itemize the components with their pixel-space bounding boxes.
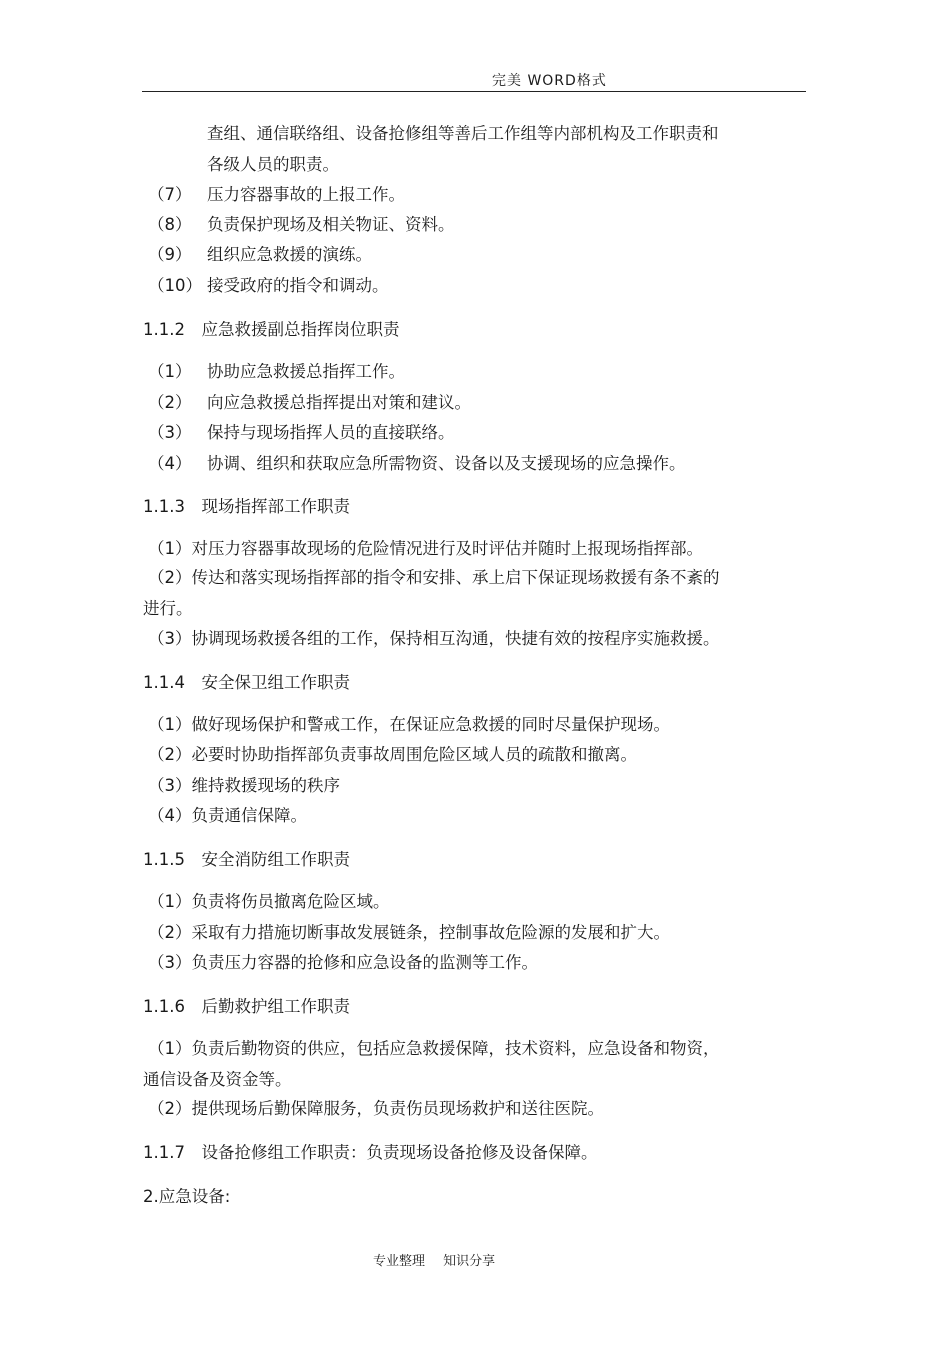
section-heading: 1.1.4 安全保卫组工作职责 <box>143 673 350 692</box>
list-text: 组织应急救援的演练。 <box>207 245 372 264</box>
paragraph-line: （2）提供现场后勤保障服务，负责伤员现场救护和送往医院。 <box>148 1099 604 1118</box>
paragraph-line: （2）传达和落实现场指挥部的指令和安排、承上启下保证现场救援有条不紊的 <box>148 568 720 587</box>
paragraph-line: （1）负责后勤物资的供应，包括应急救援保障，技术资料，应急设备和物资， <box>148 1039 720 1058</box>
section-heading: 1.1.3 现场指挥部工作职责 <box>143 497 350 516</box>
list-text: 接受政府的指令和调动。 <box>207 276 389 295</box>
paragraph-line: 各级人员的职责。 <box>207 155 339 174</box>
list-number: （2） <box>148 393 192 412</box>
paragraph-line: （3）维持救援现场的秩序 <box>148 776 340 795</box>
header-title: 完美 WORD格式 <box>492 73 607 89</box>
paragraph-line: （2）必要时协助指挥部负责事故周围危险区域人员的疏散和撤离。 <box>148 745 637 764</box>
paragraph-line: 通信设备及资金等。 <box>143 1070 292 1089</box>
section-heading: 2.应急设备: <box>143 1187 231 1206</box>
paragraph-line: 进行。 <box>143 599 193 618</box>
list-text: 负责保护现场及相关物证、资料。 <box>207 215 455 234</box>
list-number: （3） <box>148 423 192 442</box>
paragraph-line: 查组、通信联络组、设备抢修组等善后工作组等内部机构及工作职责和 <box>207 124 719 143</box>
paragraph-line: （1）对压力容器事故现场的危险情况进行及时评估并随时上报现场指挥部。 <box>148 539 703 558</box>
list-number: （8） <box>148 215 192 234</box>
paragraph-line: （4）负责通信保障。 <box>148 806 307 825</box>
list-text: 压力容器事故的上报工作。 <box>207 185 405 204</box>
section-heading: 1.1.2 应急救援副总指挥岗位职责 <box>143 320 400 339</box>
section-heading: 1.1.6 后勤救护组工作职责 <box>143 997 350 1016</box>
paragraph-line: （3）负责压力容器的抢修和应急设备的监测等工作。 <box>148 953 538 972</box>
list-text: 保持与现场指挥人员的直接联络。 <box>207 423 455 442</box>
paragraph-line: （1）做好现场保护和警戒工作，在保证应急救援的同时尽量保护现场。 <box>148 715 670 734</box>
list-number: （10） <box>148 276 202 295</box>
header-rule <box>142 91 806 92</box>
paragraph-line: （2）采取有力措施切断事故发展链条，控制事故危险源的发展和扩大。 <box>148 923 670 942</box>
list-number: （9） <box>148 245 192 264</box>
list-number: （1） <box>148 362 192 381</box>
list-text: 协调、组织和获取应急所需物资、设备以及支援现场的应急操作。 <box>207 454 686 473</box>
paragraph-line: （1）负责将伤员撤离危险区域。 <box>148 892 390 911</box>
section-heading: 1.1.7 设备抢修组工作职责：负责现场设备抢修及设备保障。 <box>143 1143 598 1162</box>
list-text: 协助应急救援总指挥工作。 <box>207 362 405 381</box>
page-footer: 专业整理 知识分享 <box>373 1254 496 1269</box>
section-heading: 1.1.5 安全消防组工作职责 <box>143 850 350 869</box>
paragraph-line: （3）协调现场救援各组的工作，保持相互沟通，快捷有效的按程序实施救援。 <box>148 629 720 648</box>
list-number: （7） <box>148 185 192 204</box>
list-number: （4） <box>148 454 192 473</box>
list-text: 向应急救援总指挥提出对策和建议。 <box>207 393 471 412</box>
